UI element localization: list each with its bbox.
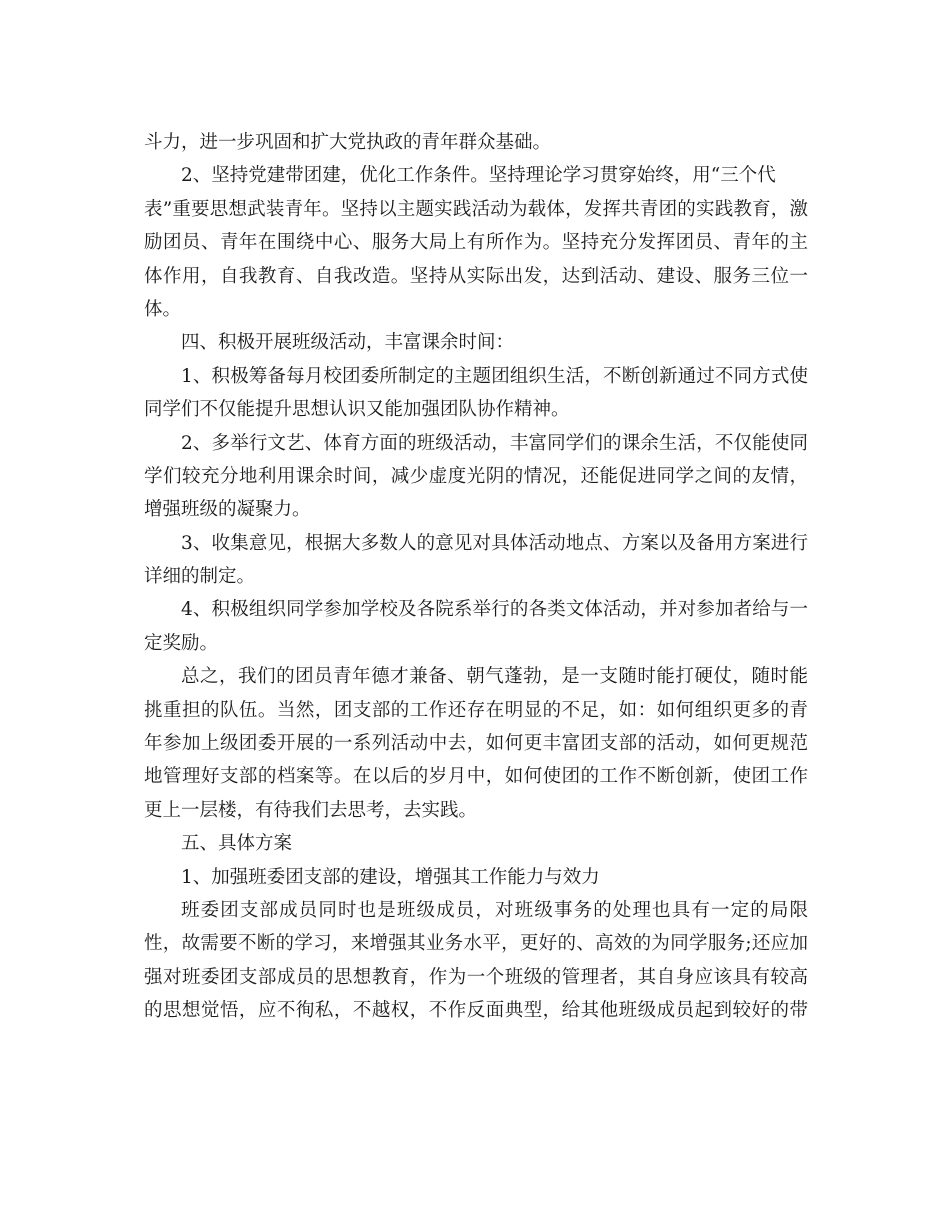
text-line: 励团员、青年在围绕中心、服务大局上有所作为。坚持充分发挥团员、青年的主	[144, 232, 808, 254]
text-line: 4、积极组织同学参加学校及各院系举行的各类文体活动，并对参加者给与一	[181, 599, 808, 621]
text-line: 1、积极筹备每月校团委所制定的主题团组织生活，不断创新通过不同方式使	[181, 365, 808, 387]
text-line: 2、多举行文艺、体育方面的班级活动，丰富同学们的课余生活，不仅能使同	[181, 432, 808, 454]
text-line: 1、加强班委团支部的建设，增强其工作能力与效力	[181, 866, 600, 888]
text-line: 地管理好支部的档案等。在以后的岁月中，如何使团的工作不断创新，使团工作	[144, 766, 808, 788]
text-line: 四、积极开展班级活动，丰富课余时间：	[181, 332, 515, 354]
text-line: 3、收集意见，根据大多数人的意见对具体活动地点、方案以及备用方案进行	[181, 532, 808, 554]
text-line: 斗力，进一步巩固和扩大党执政的青年群众基础。	[144, 132, 552, 153]
text-line: 2、坚持党建带团建，优化工作条件。坚持理论学习贯穿始终，用“三个代	[181, 165, 776, 187]
text-line: 体。	[144, 298, 182, 320]
text-line: 挑重担的队伍。当然，团支部的工作还存在明显的不足，如：如何组织更多的青	[144, 699, 808, 721]
text-line: 的思想觉悟，应不徇私，不越权，不作反面典型，给其他班级成员起到较好的带	[144, 1000, 808, 1022]
text-line: 更上一层楼，有待我们去思考，去实践。	[144, 799, 478, 821]
text-line: 体作用，自我教育、自我改造。坚持从实际出发，达到活动、建设、服务三位一	[144, 265, 808, 287]
text-line: 增强班级的凝聚力。	[144, 499, 311, 521]
text-line: 表”重要思想武装青年。坚持以主题实践活动为载体，发挥共青团的实践教育，激	[144, 198, 808, 220]
text-line: 年参加上级团委开展的一系列活动中去，如何更丰富团支部的活动，如何更规范	[144, 733, 808, 755]
text-line: 定奖励。	[144, 632, 219, 654]
text-line: 强对班委团支部成员的思想教育，作为一个班级的管理者，其自身应该具有较高	[144, 966, 808, 988]
text-line: 学们较充分地利用课余时间，减少虚度光阴的情况，还能促进同学之间的友情，	[144, 465, 808, 487]
text-line: 班委团支部成员同时也是班级成员，对班级事务的处理也具有一定的局限	[181, 899, 808, 921]
text-line: 总之，我们的团员青年德才兼备、朝气蓬勃，是一支随时能打硬仗，随时能	[181, 666, 808, 688]
text-line: 同学们不仅能提升思想认识又能加强团队协作精神。	[144, 399, 570, 421]
text-line: 性，故需要不断的学习，来增强其业务水平，更好的、高效的为同学服务;还应加	[144, 933, 808, 955]
text-line: 五、具体方案	[181, 833, 293, 855]
document-body	[144, 126, 808, 1028]
text-line: 详细的制定。	[144, 566, 256, 588]
